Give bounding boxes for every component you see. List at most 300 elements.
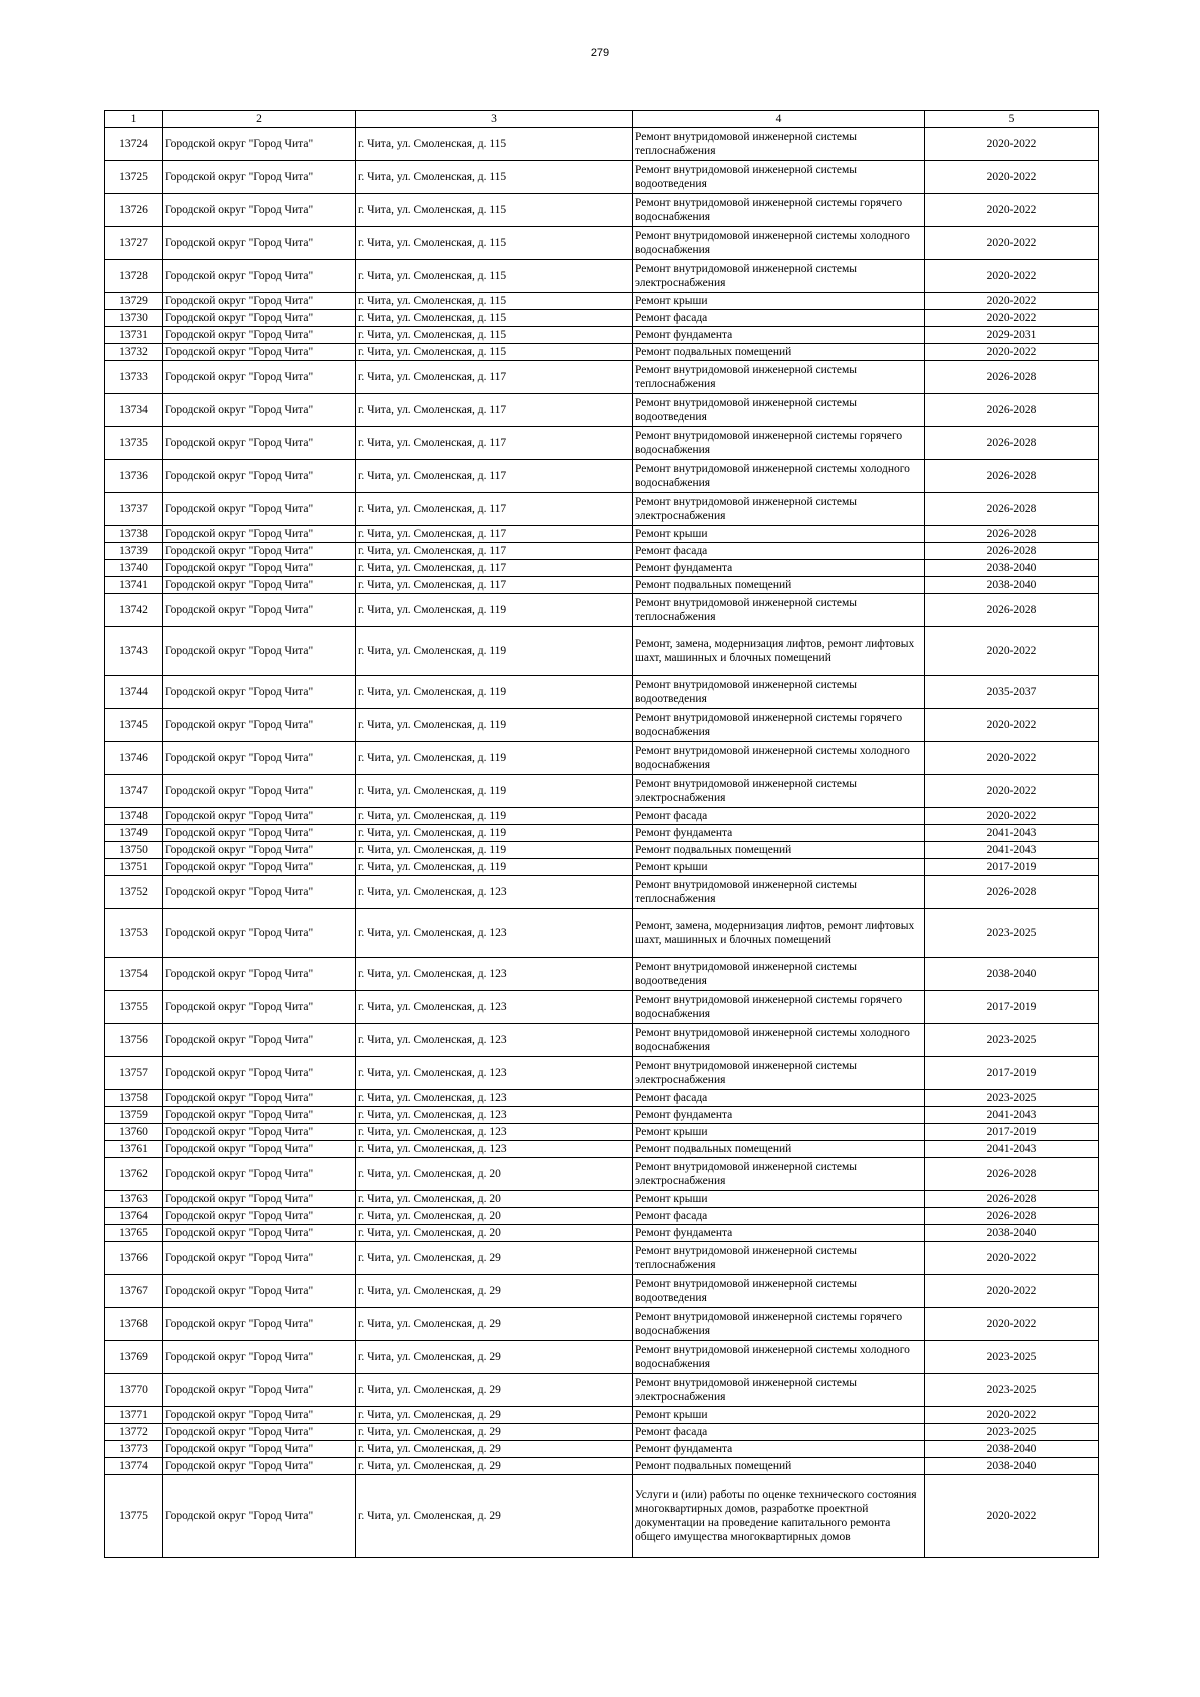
work-type-cell: Ремонт крыши	[633, 1191, 925, 1208]
table-row	[105, 842, 1099, 859]
municipality-cell: Городской округ "Город Чита"	[163, 128, 356, 161]
work-type-cell: Ремонт фасада	[633, 1424, 925, 1441]
work-type-cell: Ремонт фундамента	[633, 560, 925, 577]
column-header: 2	[163, 111, 356, 128]
municipality-cell: Городской округ "Город Чита"	[163, 460, 356, 493]
row-number-cell: 13730	[105, 310, 163, 327]
table-row	[105, 1191, 1099, 1208]
table-row	[105, 594, 1099, 627]
table-row	[105, 991, 1099, 1024]
row-number-cell: 13759	[105, 1107, 163, 1124]
table-row	[105, 1374, 1099, 1407]
row-number-cell: 13771	[105, 1407, 163, 1424]
table-row	[105, 293, 1099, 310]
work-type-cell: Ремонт внутридомовой инженерной системы теплоснабжения	[633, 594, 925, 627]
table-row	[105, 194, 1099, 227]
address-cell: г. Чита, ул. Смоленская, д. 123	[356, 1107, 633, 1124]
municipality-cell: Городской округ "Город Чита"	[163, 594, 356, 627]
period-cell: 2041-2043	[925, 1141, 1099, 1158]
row-number-cell: 13739	[105, 543, 163, 560]
work-type-cell: Ремонт внутридомовой инженерной системы холодного водоснабжения	[633, 742, 925, 775]
table-row	[105, 128, 1099, 161]
row-number-cell: 13766	[105, 1242, 163, 1275]
address-cell: г. Чита, ул. Смоленская, д. 117	[356, 577, 633, 594]
address-cell: г. Чита, ул. Смоленская, д. 115	[356, 327, 633, 344]
table-row	[105, 1057, 1099, 1090]
period-cell: 2026-2028	[925, 543, 1099, 560]
column-header: 3	[356, 111, 633, 128]
municipality-cell: Городской округ "Город Чита"	[163, 1107, 356, 1124]
row-number-cell: 13772	[105, 1424, 163, 1441]
municipality-cell: Городской округ "Город Чита"	[163, 775, 356, 808]
work-type-cell: Ремонт внутридомовой инженерной системы теплоснабжения	[633, 1242, 925, 1275]
municipality-cell: Городской округ "Город Чита"	[163, 808, 356, 825]
municipality-cell: Городской округ "Город Чита"	[163, 560, 356, 577]
period-cell: 2038-2040	[925, 1225, 1099, 1242]
work-type-cell: Ремонт внутридомовой инженерной системы теплоснабжения	[633, 128, 925, 161]
address-cell: г. Чита, ул. Смоленская, д. 20	[356, 1208, 633, 1225]
address-cell: г. Чита, ул. Смоленская, д. 29	[356, 1242, 633, 1275]
row-number-cell: 13769	[105, 1341, 163, 1374]
work-type-cell: Ремонт внутридомовой инженерной системы электроснабжения	[633, 775, 925, 808]
period-cell: 2026-2028	[925, 526, 1099, 543]
table-row	[105, 825, 1099, 842]
table-row	[105, 1341, 1099, 1374]
row-number-cell: 13741	[105, 577, 163, 594]
period-cell: 2020-2022	[925, 260, 1099, 293]
municipality-cell: Городской округ "Город Чита"	[163, 842, 356, 859]
municipality-cell: Городской округ "Город Чита"	[163, 1242, 356, 1275]
work-type-cell: Ремонт подвальных помещений	[633, 842, 925, 859]
period-cell: 2020-2022	[925, 194, 1099, 227]
period-cell: 2026-2028	[925, 1208, 1099, 1225]
page-number: 279	[590, 47, 610, 59]
row-number-cell: 13742	[105, 594, 163, 627]
address-cell: г. Чита, ул. Смоленская, д. 29	[356, 1341, 633, 1374]
work-type-cell: Ремонт фасада	[633, 1090, 925, 1107]
column-header: 5	[925, 111, 1099, 128]
period-cell: 2026-2028	[925, 1191, 1099, 1208]
table-row	[105, 327, 1099, 344]
table-row	[105, 361, 1099, 394]
work-type-cell: Ремонт фасада	[633, 543, 925, 560]
work-type-cell: Ремонт внутридомовой инженерной системы электроснабжения	[633, 1374, 925, 1407]
table-row	[105, 493, 1099, 526]
municipality-cell: Городской округ "Город Чита"	[163, 577, 356, 594]
table-row	[105, 161, 1099, 194]
work-type-cell: Ремонт фасада	[633, 1208, 925, 1225]
row-number-cell: 13758	[105, 1090, 163, 1107]
municipality-cell: Городской округ "Город Чита"	[163, 427, 356, 460]
address-cell: г. Чита, ул. Смоленская, д. 115	[356, 128, 633, 161]
municipality-cell: Городской округ "Город Чита"	[163, 1458, 356, 1475]
table-row	[105, 577, 1099, 594]
municipality-cell: Городской округ "Город Чита"	[163, 1208, 356, 1225]
period-cell: 2023-2025	[925, 1024, 1099, 1057]
municipality-cell: Городской округ "Город Чита"	[163, 1475, 356, 1558]
row-number-cell: 13740	[105, 560, 163, 577]
period-cell: 2020-2022	[925, 775, 1099, 808]
row-number-cell: 13763	[105, 1191, 163, 1208]
period-cell: 2023-2025	[925, 1424, 1099, 1441]
row-number-cell: 13768	[105, 1308, 163, 1341]
column-header: 1	[105, 111, 163, 128]
work-type-cell: Ремонт внутридомовой инженерной системы теплоснабжения	[633, 361, 925, 394]
row-number-cell: 13761	[105, 1141, 163, 1158]
period-cell: 2020-2022	[925, 128, 1099, 161]
table-row	[105, 859, 1099, 876]
work-type-cell: Ремонт крыши	[633, 526, 925, 543]
period-cell: 2029-2031	[925, 327, 1099, 344]
address-cell: г. Чита, ул. Смоленская, д. 123	[356, 1090, 633, 1107]
address-cell: г. Чита, ул. Смоленская, д. 123	[356, 909, 633, 958]
period-cell: 2026-2028	[925, 1158, 1099, 1191]
table-row	[105, 1424, 1099, 1441]
address-cell: г. Чита, ул. Смоленская, д. 29	[356, 1458, 633, 1475]
period-cell: 2017-2019	[925, 1124, 1099, 1141]
column-header: 4	[633, 111, 925, 128]
work-type-cell: Ремонт внутридомовой инженерной системы электроснабжения	[633, 1057, 925, 1090]
address-cell: г. Чита, ул. Смоленская, д. 119	[356, 842, 633, 859]
municipality-cell: Городской округ "Город Чита"	[163, 526, 356, 543]
row-number-cell: 13728	[105, 260, 163, 293]
row-number-cell: 13762	[105, 1158, 163, 1191]
period-cell: 2020-2022	[925, 293, 1099, 310]
municipality-cell: Городской округ "Город Чита"	[163, 958, 356, 991]
address-cell: г. Чита, ул. Смоленская, д. 117	[356, 427, 633, 460]
table-row	[105, 1158, 1099, 1191]
table-row	[105, 1208, 1099, 1225]
period-cell: 2020-2022	[925, 161, 1099, 194]
address-cell: г. Чита, ул. Смоленская, д. 115	[356, 293, 633, 310]
period-cell: 2026-2028	[925, 594, 1099, 627]
municipality-cell: Городской округ "Город Чита"	[163, 293, 356, 310]
municipality-cell: Городской округ "Город Чита"	[163, 1057, 356, 1090]
row-number-cell: 13744	[105, 676, 163, 709]
period-cell: 2020-2022	[925, 1308, 1099, 1341]
municipality-cell: Городской округ "Город Чита"	[163, 227, 356, 260]
period-cell: 2038-2040	[925, 1458, 1099, 1475]
table-row	[105, 1475, 1099, 1558]
row-number-cell: 13727	[105, 227, 163, 260]
row-number-cell: 13738	[105, 526, 163, 543]
table-row	[105, 560, 1099, 577]
row-number-cell: 13743	[105, 627, 163, 676]
work-type-cell: Ремонт внутридомовой инженерной системы электроснабжения	[633, 493, 925, 526]
work-type-cell: Ремонт внутридомовой инженерной системы водоотведения	[633, 1275, 925, 1308]
work-type-cell: Ремонт внутридомовой инженерной системы горячего водоснабжения	[633, 991, 925, 1024]
period-cell: 2038-2040	[925, 560, 1099, 577]
row-number-cell: 13748	[105, 808, 163, 825]
work-type-cell: Ремонт внутридомовой инженерной системы холодного водоснабжения	[633, 227, 925, 260]
row-number-cell: 13751	[105, 859, 163, 876]
address-cell: г. Чита, ул. Смоленская, д. 117	[356, 493, 633, 526]
work-type-cell: Ремонт внутридомовой инженерной системы водоотведения	[633, 958, 925, 991]
municipality-cell: Городской округ "Город Чита"	[163, 742, 356, 775]
address-cell: г. Чита, ул. Смоленская, д. 123	[356, 876, 633, 909]
work-type-cell: Ремонт фундамента	[633, 825, 925, 842]
municipality-cell: Городской округ "Город Чита"	[163, 876, 356, 909]
row-number-cell: 13724	[105, 128, 163, 161]
table-row	[105, 1124, 1099, 1141]
address-cell: г. Чита, ул. Смоленская, д. 119	[356, 627, 633, 676]
period-cell: 2026-2028	[925, 427, 1099, 460]
table-row	[105, 1141, 1099, 1158]
address-cell: г. Чита, ул. Смоленская, д. 117	[356, 543, 633, 560]
row-number-cell: 13775	[105, 1475, 163, 1558]
table-row	[105, 958, 1099, 991]
period-cell: 2023-2025	[925, 1374, 1099, 1407]
address-cell: г. Чита, ул. Смоленская, д. 29	[356, 1275, 633, 1308]
table-row	[105, 808, 1099, 825]
address-cell: г. Чита, ул. Смоленская, д. 29	[356, 1475, 633, 1558]
table-row	[105, 526, 1099, 543]
work-type-cell: Ремонт внутридомовой инженерной системы холодного водоснабжения	[633, 1341, 925, 1374]
period-cell: 2020-2022	[925, 344, 1099, 361]
period-cell: 2035-2037	[925, 676, 1099, 709]
municipality-cell: Городской округ "Город Чита"	[163, 1374, 356, 1407]
table-row	[105, 460, 1099, 493]
address-cell: г. Чита, ул. Смоленская, д. 115	[356, 310, 633, 327]
address-cell: г. Чита, ул. Смоленская, д. 115	[356, 161, 633, 194]
period-cell: 2020-2022	[925, 627, 1099, 676]
header-row	[105, 111, 1099, 128]
period-cell: 2026-2028	[925, 361, 1099, 394]
address-cell: г. Чита, ул. Смоленская, д. 115	[356, 227, 633, 260]
table-row	[105, 742, 1099, 775]
row-number-cell: 13770	[105, 1374, 163, 1407]
row-number-cell: 13749	[105, 825, 163, 842]
address-cell: г. Чита, ул. Смоленская, д. 119	[356, 709, 633, 742]
table-row	[105, 1225, 1099, 1242]
municipality-cell: Городской округ "Город Чита"	[163, 1441, 356, 1458]
table-row	[105, 1308, 1099, 1341]
row-number-cell: 13745	[105, 709, 163, 742]
address-cell: г. Чита, ул. Смоленская, д. 117	[356, 560, 633, 577]
work-type-cell: Ремонт крыши	[633, 293, 925, 310]
work-type-cell: Ремонт внутридомовой инженерной системы электроснабжения	[633, 260, 925, 293]
work-type-cell: Ремонт фундамента	[633, 1225, 925, 1242]
municipality-cell: Городской округ "Город Чита"	[163, 909, 356, 958]
municipality-cell: Городской округ "Город Чита"	[163, 1424, 356, 1441]
row-number-cell: 13735	[105, 427, 163, 460]
address-cell: г. Чита, ул. Смоленская, д. 29	[356, 1424, 633, 1441]
work-type-cell: Ремонт внутридомовой инженерной системы горячего водоснабжения	[633, 194, 925, 227]
municipality-cell: Городской округ "Город Чита"	[163, 260, 356, 293]
row-number-cell: 13733	[105, 361, 163, 394]
table-row	[105, 1407, 1099, 1424]
address-cell: г. Чита, ул. Смоленская, д. 123	[356, 991, 633, 1024]
address-cell: г. Чита, ул. Смоленская, д. 119	[356, 825, 633, 842]
work-type-cell: Ремонт подвальных помещений	[633, 577, 925, 594]
period-cell: 2020-2022	[925, 1475, 1099, 1558]
table-row	[105, 775, 1099, 808]
address-cell: г. Чита, ул. Смоленская, д. 115	[356, 194, 633, 227]
row-number-cell: 13765	[105, 1225, 163, 1242]
work-type-cell: Ремонт подвальных помещений	[633, 1458, 925, 1475]
table-row	[105, 1275, 1099, 1308]
municipality-cell: Городской округ "Город Чита"	[163, 1407, 356, 1424]
table-row	[105, 876, 1099, 909]
row-number-cell: 13732	[105, 344, 163, 361]
period-cell: 2038-2040	[925, 577, 1099, 594]
address-cell: г. Чита, ул. Смоленская, д. 119	[356, 676, 633, 709]
address-cell: г. Чита, ул. Смоленская, д. 123	[356, 1141, 633, 1158]
table-row	[105, 909, 1099, 958]
work-type-cell: Ремонт фундамента	[633, 327, 925, 344]
municipality-cell: Городской округ "Город Чита"	[163, 344, 356, 361]
row-number-cell: 13757	[105, 1057, 163, 1090]
municipality-cell: Городской округ "Город Чита"	[163, 310, 356, 327]
municipality-cell: Городской округ "Город Чита"	[163, 825, 356, 842]
municipality-cell: Городской округ "Город Чита"	[163, 327, 356, 344]
work-type-cell: Ремонт фундамента	[633, 1107, 925, 1124]
row-number-cell: 13756	[105, 1024, 163, 1057]
period-cell: 2023-2025	[925, 909, 1099, 958]
row-number-cell: 13747	[105, 775, 163, 808]
row-number-cell: 13726	[105, 194, 163, 227]
period-cell: 2026-2028	[925, 493, 1099, 526]
table-row	[105, 1441, 1099, 1458]
address-cell: г. Чита, ул. Смоленская, д. 29	[356, 1407, 633, 1424]
table-row	[105, 543, 1099, 560]
work-type-cell: Ремонт подвальных помещений	[633, 1141, 925, 1158]
address-cell: г. Чита, ул. Смоленская, д. 117	[356, 361, 633, 394]
row-number-cell: 13752	[105, 876, 163, 909]
table-row	[105, 1024, 1099, 1057]
municipality-cell: Городской округ "Город Чита"	[163, 1191, 356, 1208]
period-cell: 2041-2043	[925, 842, 1099, 859]
municipality-cell: Городской округ "Город Чита"	[163, 194, 356, 227]
address-cell: г. Чита, ул. Смоленская, д. 119	[356, 742, 633, 775]
row-number-cell: 13750	[105, 842, 163, 859]
period-cell: 2026-2028	[925, 394, 1099, 427]
work-type-cell: Ремонт, замена, модернизация лифтов, ремонт лифтовых шахт, машинных и блочных помещений	[633, 909, 925, 958]
table-row	[105, 427, 1099, 460]
municipality-cell: Городской округ "Город Чита"	[163, 1341, 356, 1374]
period-cell: 2041-2043	[925, 825, 1099, 842]
work-type-cell: Ремонт внутридомовой инженерной системы теплоснабжения	[633, 876, 925, 909]
row-number-cell: 13767	[105, 1275, 163, 1308]
municipality-cell: Городской округ "Город Чита"	[163, 709, 356, 742]
work-type-cell: Ремонт внутридомовой инженерной системы горячего водоснабжения	[633, 1308, 925, 1341]
address-cell: г. Чита, ул. Смоленская, д. 119	[356, 594, 633, 627]
address-cell: г. Чита, ул. Смоленская, д. 119	[356, 775, 633, 808]
table-row	[105, 1458, 1099, 1475]
municipality-cell: Городской округ "Город Чита"	[163, 1024, 356, 1057]
work-type-cell: Ремонт, замена, модернизация лифтов, ремонт лифтовых шахт, машинных и блочных помещений	[633, 627, 925, 676]
municipality-cell: Городской округ "Город Чита"	[163, 859, 356, 876]
work-type-cell: Ремонт внутридомовой инженерной системы водоотведения	[633, 394, 925, 427]
table-row	[105, 676, 1099, 709]
address-cell: г. Чита, ул. Смоленская, д. 29	[356, 1308, 633, 1341]
repair-schedule-table	[104, 110, 1099, 1558]
row-number-cell: 13754	[105, 958, 163, 991]
row-number-cell: 13736	[105, 460, 163, 493]
work-type-cell: Ремонт крыши	[633, 859, 925, 876]
municipality-cell: Городской округ "Город Чита"	[163, 1141, 356, 1158]
municipality-cell: Городской округ "Город Чита"	[163, 361, 356, 394]
work-type-cell: Ремонт фасада	[633, 310, 925, 327]
municipality-cell: Городской округ "Город Чита"	[163, 1275, 356, 1308]
address-cell: г. Чита, ул. Смоленская, д. 20	[356, 1225, 633, 1242]
row-number-cell: 13755	[105, 991, 163, 1024]
work-type-cell: Ремонт фасада	[633, 808, 925, 825]
period-cell: 2023-2025	[925, 1341, 1099, 1374]
address-cell: г. Чита, ул. Смоленская, д. 119	[356, 859, 633, 876]
period-cell: 2026-2028	[925, 460, 1099, 493]
work-type-cell: Ремонт крыши	[633, 1124, 925, 1141]
period-cell: 2020-2022	[925, 310, 1099, 327]
period-cell: 2017-2019	[925, 859, 1099, 876]
table-row	[105, 344, 1099, 361]
address-cell: г. Чита, ул. Смоленская, д. 119	[356, 808, 633, 825]
period-cell: 2020-2022	[925, 709, 1099, 742]
address-cell: г. Чита, ул. Смоленская, д. 117	[356, 460, 633, 493]
municipality-cell: Городской округ "Город Чита"	[163, 1090, 356, 1107]
municipality-cell: Городской округ "Город Чита"	[163, 161, 356, 194]
row-number-cell: 13734	[105, 394, 163, 427]
work-type-cell: Ремонт внутридомовой инженерной системы водоотведения	[633, 676, 925, 709]
row-number-cell: 13753	[105, 909, 163, 958]
period-cell: 2023-2025	[925, 1090, 1099, 1107]
municipality-cell: Городской округ "Город Чита"	[163, 627, 356, 676]
municipality-cell: Городской округ "Город Чита"	[163, 1158, 356, 1191]
address-cell: г. Чита, ул. Смоленская, д. 115	[356, 344, 633, 361]
address-cell: г. Чита, ул. Смоленская, д. 123	[356, 1057, 633, 1090]
work-type-cell: Ремонт внутридомовой инженерной системы холодного водоснабжения	[633, 1024, 925, 1057]
row-number-cell: 13746	[105, 742, 163, 775]
table-row	[105, 1090, 1099, 1107]
table-row	[105, 227, 1099, 260]
address-cell: г. Чита, ул. Смоленская, д. 29	[356, 1374, 633, 1407]
period-cell: 2038-2040	[925, 958, 1099, 991]
address-cell: г. Чита, ул. Смоленская, д. 123	[356, 1124, 633, 1141]
address-cell: г. Чита, ул. Смоленская, д. 123	[356, 958, 633, 991]
address-cell: г. Чита, ул. Смоленская, д. 20	[356, 1191, 633, 1208]
row-number-cell: 13731	[105, 327, 163, 344]
municipality-cell: Городской округ "Город Чита"	[163, 1124, 356, 1141]
period-cell: 2020-2022	[925, 1407, 1099, 1424]
address-cell: г. Чита, ул. Смоленская, д. 117	[356, 526, 633, 543]
table-row	[105, 310, 1099, 327]
period-cell: 2038-2040	[925, 1441, 1099, 1458]
address-cell: г. Чита, ул. Смоленская, д. 29	[356, 1441, 633, 1458]
row-number-cell: 13725	[105, 161, 163, 194]
municipality-cell: Городской округ "Город Чита"	[163, 676, 356, 709]
period-cell: 2017-2019	[925, 1057, 1099, 1090]
table-row	[105, 1242, 1099, 1275]
work-type-cell: Ремонт крыши	[633, 1407, 925, 1424]
work-type-cell: Ремонт внутридомовой инженерной системы холодного водоснабжения	[633, 460, 925, 493]
municipality-cell: Городской округ "Город Чита"	[163, 991, 356, 1024]
row-number-cell: 13737	[105, 493, 163, 526]
period-cell: 2020-2022	[925, 1242, 1099, 1275]
work-type-cell: Ремонт подвальных помещений	[633, 344, 925, 361]
period-cell: 2020-2022	[925, 1275, 1099, 1308]
period-cell: 2020-2022	[925, 808, 1099, 825]
table-row	[105, 394, 1099, 427]
work-type-cell: Услуги и (или) работы по оценке технического состояния многоквартирных домов, разработке проектной документации на проведение капитального ремонта общего имущества многоквартирных домов	[633, 1475, 925, 1558]
row-number-cell: 13774	[105, 1458, 163, 1475]
period-cell: 2017-2019	[925, 991, 1099, 1024]
row-number-cell: 13764	[105, 1208, 163, 1225]
municipality-cell: Городской округ "Город Чита"	[163, 493, 356, 526]
address-cell: г. Чита, ул. Смоленская, д. 117	[356, 394, 633, 427]
municipality-cell: Городской округ "Город Чита"	[163, 1225, 356, 1242]
address-cell: г. Чита, ул. Смоленская, д. 123	[356, 1024, 633, 1057]
table-row	[105, 709, 1099, 742]
